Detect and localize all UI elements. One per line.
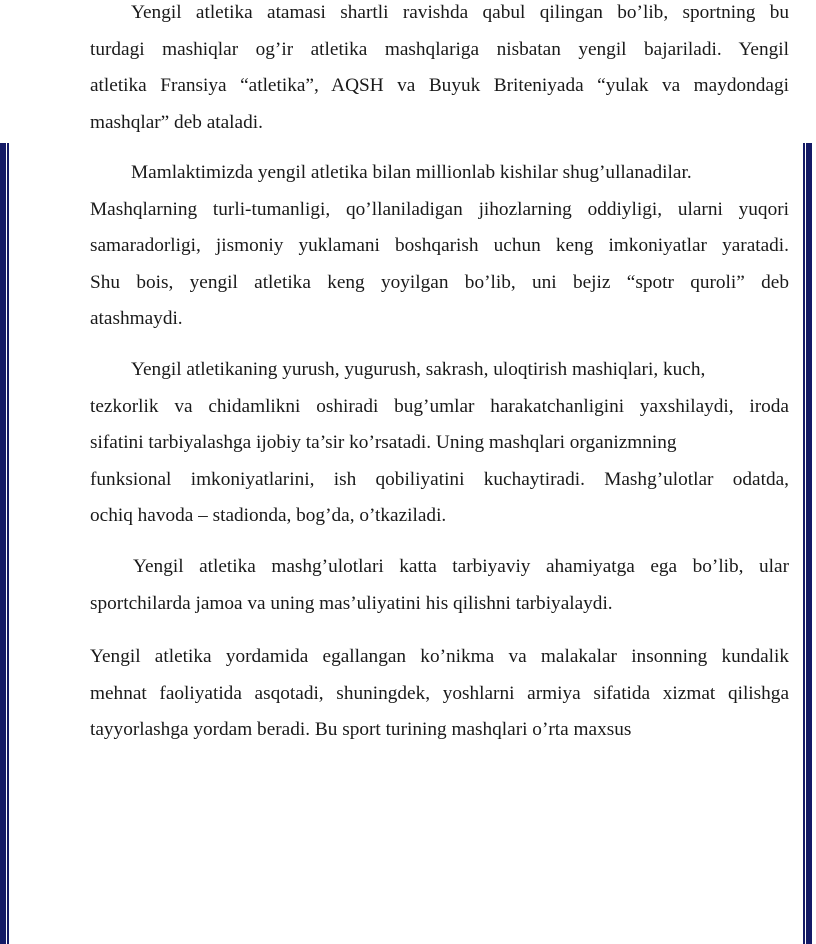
text-line: sifatini tarbiyalashga ijobiy ta’sir ko’rsatadi. Uning mashqlari organizmning [90,432,677,453]
text-line: Mamlaktimizda yengil atletika bilan millionlab kishilar shug’ullanadilar. [131,162,692,183]
text-line: atletika Fransiya “atletika”, AQSH va Buyuk Briteniyada “yulak va maydondagi [90,75,789,96]
text-line: Yengil atletikaning yurush, yugurush, sakrash, uloqtirish mashiqlari, kuch, [131,359,706,380]
text-line: mehnat faoliyatida asqotadi, shuningdek, yoshlarni armiya sifatida xizmat qilishga [90,682,789,704]
text-line: funksional imkoniyatlarini, ish qobiliyatini kuchaytiradi. Mashg’ulotlar odatda, [90,468,789,490]
right-border-thin-line [803,143,805,944]
text-line: atashmaydi. [90,308,183,329]
right-border-thick-line [806,143,812,944]
left-border-thick-line [0,143,6,944]
text-line: mashqlar” deb ataladi. [90,111,263,133]
text-line: Mashqlarning turli-tumanligi, qo’llaniladigan jihozlarning oddiyligi, ularni yuqori [90,198,789,220]
text-line: tayyorlashga yordam beradi. Bu sport turining mashqlari o’rta maxsus [90,719,632,740]
paragraph-4 [90,549,789,622]
text-line: Yengil atletika atamasi shartli ravishda qabul qilingan bo’lib, sportning bu [131,2,789,23]
paragraph-3 [90,352,789,535]
paragraph-1 [90,0,789,141]
left-page-border [0,143,9,944]
text-line: Shu bois, yengil atletika keng yoyilgan bo’lib, uni bejiz “spotr quroli” deb [90,271,789,293]
paragraph-2 [90,155,789,338]
text-line: Yengil atletika mashg’ulotlari katta tarbiyaviy ahamiyatga ega bo’lib, ular [133,556,789,577]
text-line: sportchilarda jamoa va uning mas’uliyatini his qilishni tarbiyalaydi. [90,592,613,614]
text-line: turdagi mashiqlar og’ir atletika mashqlariga nisbatan yengil bajariladi. Yengil [90,38,789,60]
text-line: tezkorlik va chidamlikni oshiradi bug’umlar harakatchanligini yaxshilaydi, iroda [90,395,789,417]
paragraph-5 [90,639,789,749]
left-border-thin-line [7,143,9,944]
text-line: samaradorligi, jismoniy yuklamani boshqarish uchun keng imkoniyatlar yaratadi. [90,235,789,256]
right-page-border [803,143,812,944]
text-line: Yengil atletika yordamida egallangan ko’nikma va malakalar insonning kundalik [90,646,789,667]
text-line: ochiq havoda – stadionda, bog’da, o’tkaziladi. [90,505,447,526]
